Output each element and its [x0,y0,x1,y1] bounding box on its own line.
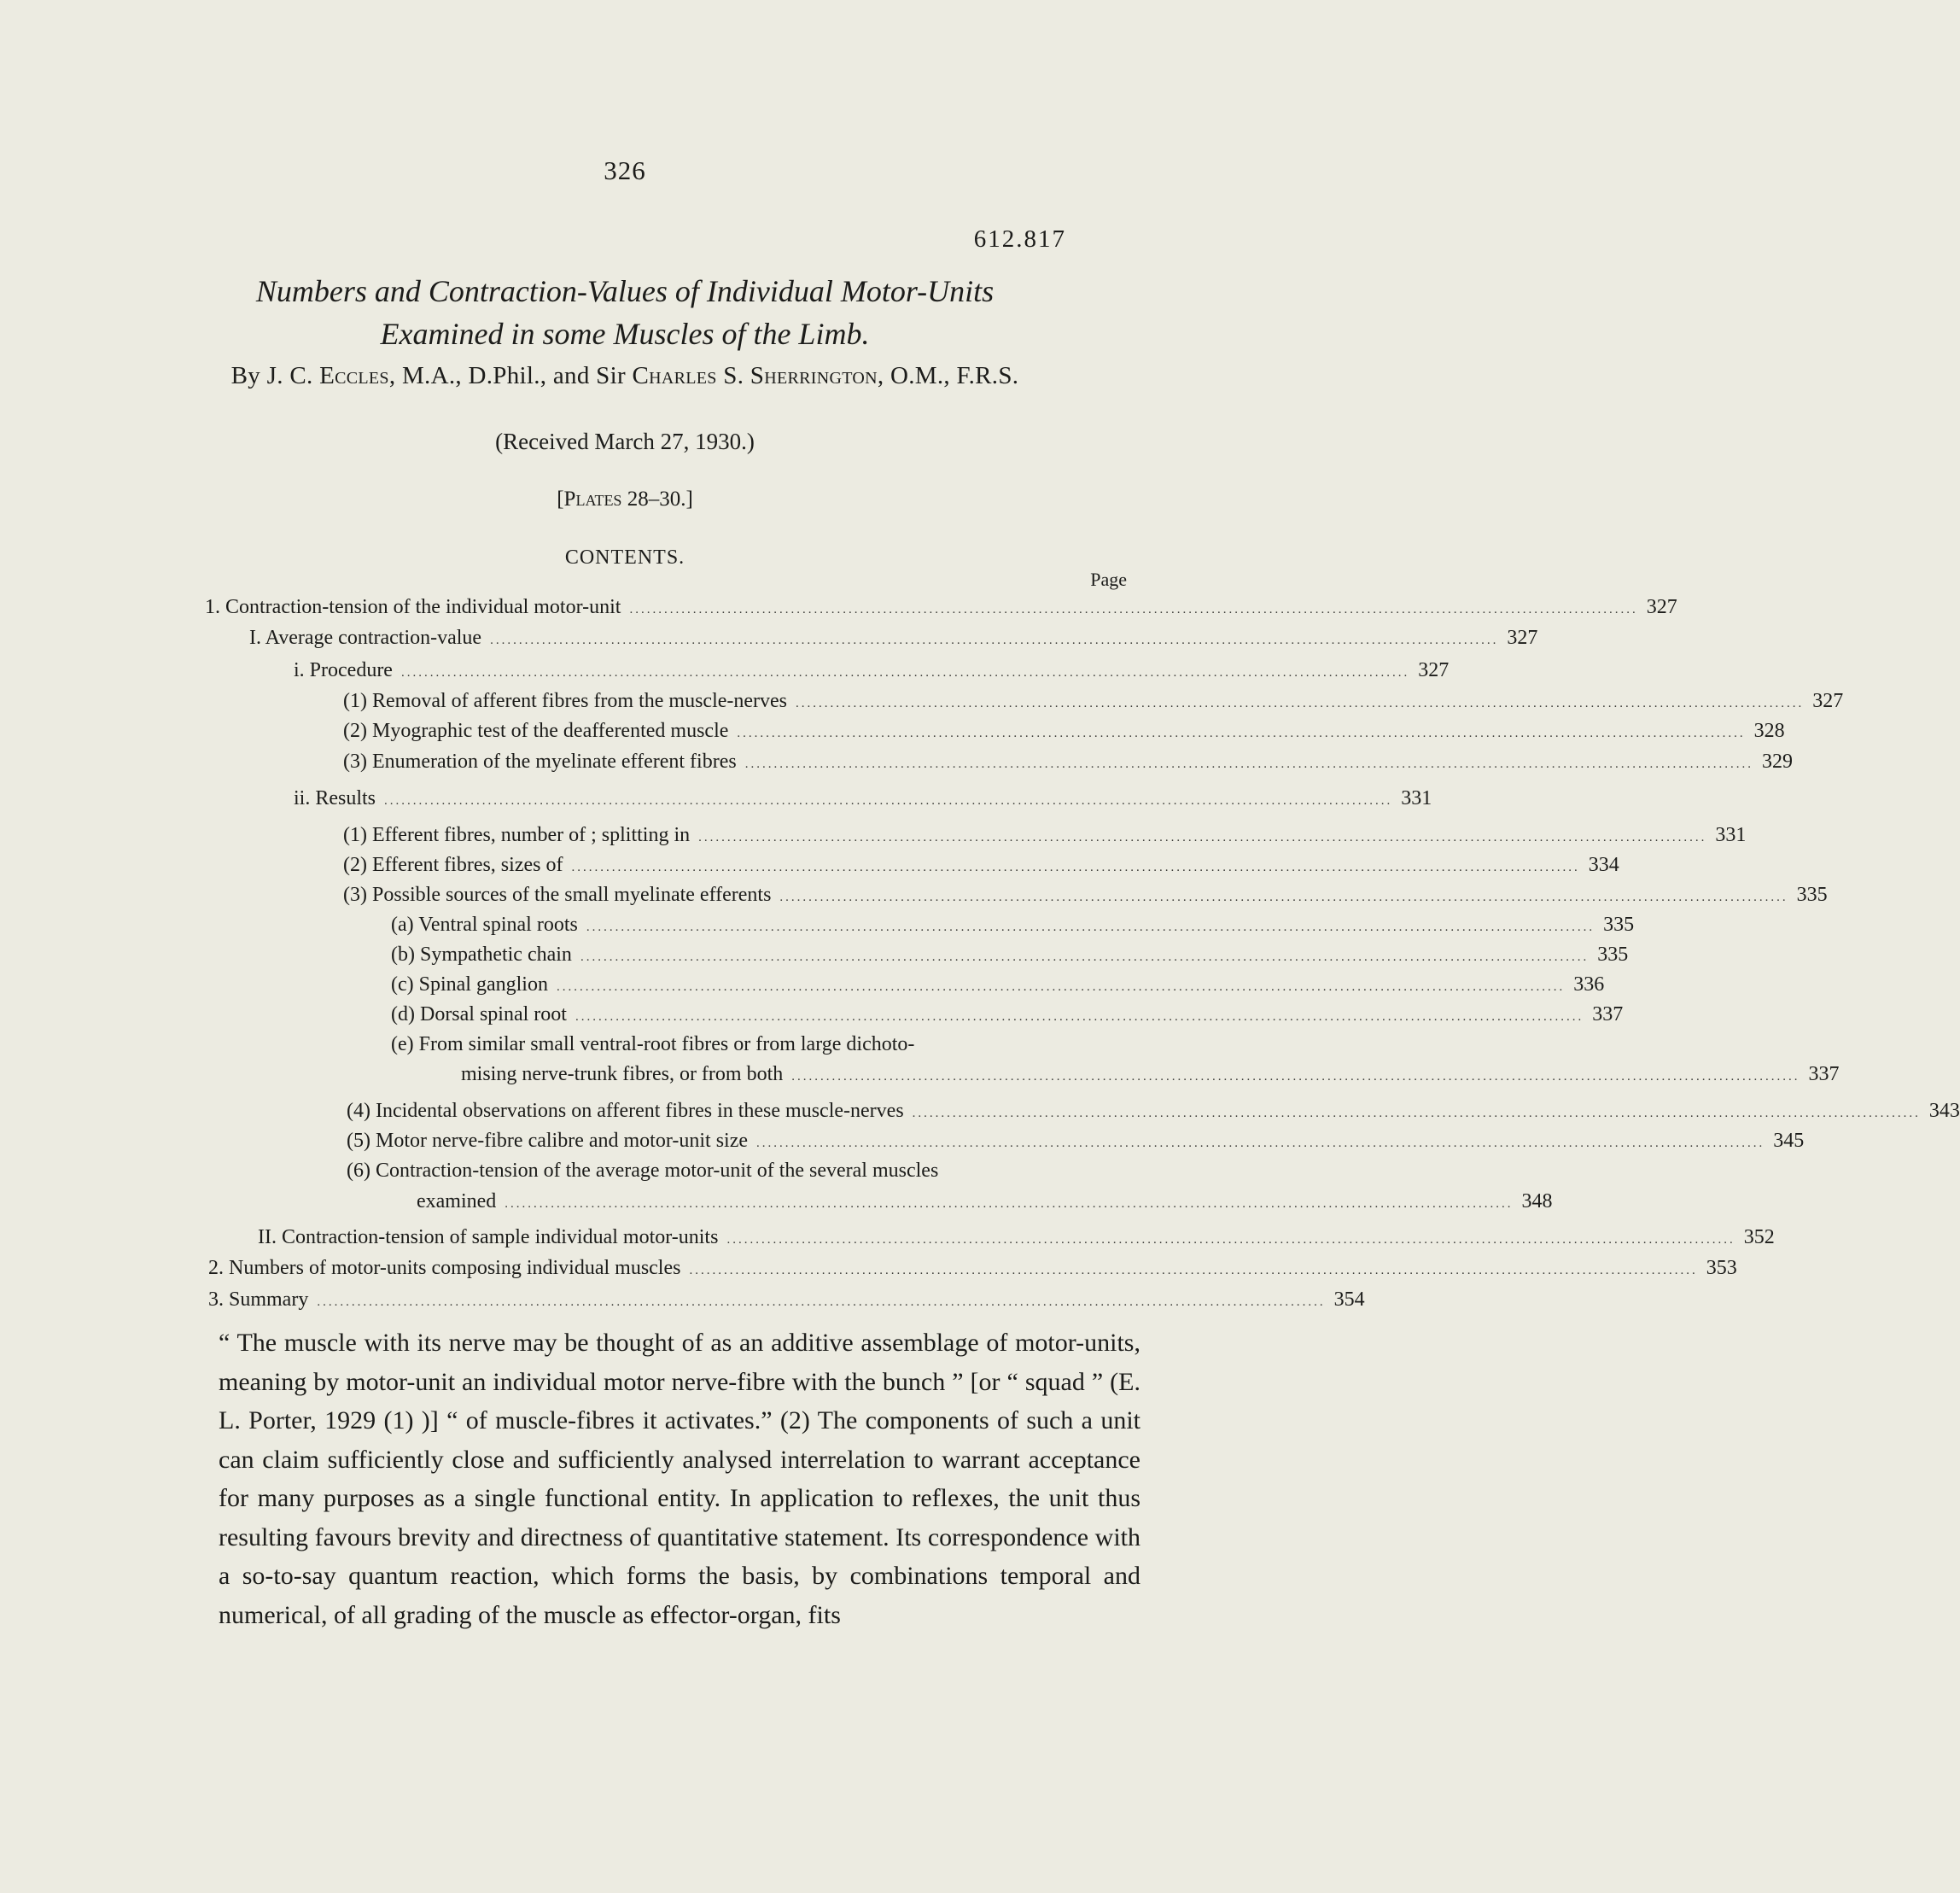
toc-entry-text: (2) Myographic test of the deafferented muscle [343,720,729,742]
toc-entry-page: 336 [1573,973,1605,996]
toc-entry-page: 327 [1812,690,1844,712]
toc-entry-page: 352 [1743,1226,1775,1248]
toc-entry-page: 335 [1597,944,1629,966]
toc-entry [343,718,1785,746]
authors-line [0,362,1250,390]
toc-entry-page: 327 [1418,659,1450,681]
toc-leader: ............................................................................................................................................................................... [756,1136,1765,1150]
toc-entry [249,625,1538,653]
toc-entry [343,852,1619,880]
toc-entry-page: 345 [1773,1130,1805,1152]
toc-entry [391,942,1629,970]
toc-entry-page: 331 [1715,824,1747,846]
toc-entry-page: 335 [1796,884,1828,906]
contents-heading: CONTENTS. [564,546,685,569]
toc-entry [343,822,1747,850]
toc-entry-page: 348 [1521,1190,1553,1212]
toc-entry-page: 354 [1333,1288,1365,1311]
toc-leader: ............................................................................................................................................................................... [796,697,1805,710]
toc-entry-line-1: (6) Contraction-tension of the average motor-unit of the several muscles [347,1160,939,1182]
toc-leader: ............................................................................................................................................................................... [737,727,1746,740]
toc-leader: ............................................................................................................................................................................... [779,891,1788,904]
toc-entry-page: 328 [1753,720,1785,742]
toc-entry-page: 337 [1808,1063,1840,1085]
toc-entry-text: (3) Possible sources of the small myelinate efferents [343,884,772,906]
toc-leader: ............................................................................................................................................................................... [575,1010,1584,1024]
toc-leader: ............................................................................................................................................................................... [580,950,1590,964]
toc-entry [417,1189,1553,1217]
toc-entry-page: 331 [1401,787,1432,809]
toc-entry [391,912,1635,940]
toc-entry-page: 353 [1706,1257,1737,1279]
toc-entry [391,1002,1624,1030]
toc-entry [208,1255,1737,1283]
toc-entry [347,1098,1960,1126]
toc-entry-line-1: (e) From similar small ventral-root fibres or from large dichoto- [391,1033,915,1055]
toc-entry-continuation: examined [417,1190,497,1212]
toc-entry [258,1224,1775,1253]
toc-entry-page: 335 [1603,914,1635,936]
toc-entry [208,1287,1365,1315]
toc-entry-page: 334 [1588,854,1619,876]
toc-leader: ............................................................................................................................................................................... [629,603,1638,616]
toc-entry-text: (1) Removal of afferent fibres from the muscle-nerves [343,690,788,712]
toc-entry-continuation: mising nerve-trunk fibres, or from both [461,1063,784,1085]
toc-leader: ............................................................................................................................................................................... [556,980,1566,994]
received-date: (Received March 27, 1930.) [495,429,755,454]
toc-entry-text: (b) Sympathetic chain [391,944,572,966]
toc-entry [343,882,1828,910]
toc-entry [461,1061,1840,1090]
toc-leader: ............................................................................................................................................................................... [505,1197,1514,1211]
toc-entry-text: (1) Efferent fibres, number of ; splitting in [343,824,691,846]
toc-entry-text: I. Average contraction-value [249,627,482,649]
toc-entry-page: 343 [1928,1100,1960,1122]
toc-entry-text: II. Contraction-tension of sample individual motor-units [258,1226,719,1248]
toc-entry [294,657,1450,686]
toc-leader: ............................................................................................................................................................................... [744,757,1753,771]
toc-leader: ............................................................................................................................................................................... [912,1107,1921,1120]
toc-entry [391,972,1605,1000]
toc-entry-text: (d) Dorsal spinal root [391,1003,567,1025]
toc-entry [347,1128,1805,1156]
toc-entry-text: (a) Ventral spinal roots [391,914,578,936]
body-paragraph: “ The muscle with its nerve may be thought of as an additive assemblage of motor-units, meaning by motor-unit an individual motor nerve-fibre with the bunch ” [or “ squad ” (E. L. Porter, 1929 (1) )] “ of muscle-fibres it activates.” (2) The components of such a unit can claim sufficiently close and sufficiently analysed interrelation to warrant acceptance for many purposes as a single functional entity. In application to reflexes, the unit thus resulting favours brevity and directness of quantitative statement. Its correspondence with a so-to-say quantum reaction, which forms the basis, by combinations temporal and numerical, of all grading of the muscle as effector-organ, fits [219,1329,1140,1629]
toc-leader: ............................................................................................................................................................................... [400,666,1410,680]
classification-number: 612.817 [973,225,1066,253]
author-2-name: Charles S. Sherrington [632,362,878,389]
author-2-degrees: , O.M., F.R.S. [877,362,1019,389]
toc-leader: ............................................................................................................................................................................... [689,1264,1698,1277]
toc-leader: ............................................................................................................................................................................... [726,1233,1735,1247]
toc-entry-text: 1. Contraction-tension of the individual motor-unit [205,596,621,618]
toc-leader: ............................................................................................................................................................................... [586,920,1595,934]
toc-entry-page: 327 [1646,596,1677,618]
toc-leader: ............................................................................................................................................................................... [571,861,1580,874]
toc-entry-text: (2) Efferent fibres, sizes of [343,854,563,876]
toc-entry [343,688,1844,716]
title-line-1: Numbers and Contraction-Values of Individual Motor-Units [255,274,995,308]
author-1-degrees: , M.A., D.Phil., and Sir [388,362,633,389]
authors-prefix: By J. C. [230,362,320,389]
toc-entry [205,594,1677,622]
toc-leader: ............................................................................................................................................................................... [490,634,1499,647]
toc-entry-page: 327 [1507,627,1538,649]
article-title [0,270,1250,355]
toc-leader: ............................................................................................................................................................................... [791,1070,1800,1084]
toc-entry [294,786,1432,814]
toc-entry-page: 337 [1592,1003,1624,1025]
title-line-2: Examined in some Muscles of the Limb. [380,317,870,351]
plates-reference: [Plates 28–30.] [557,488,693,511]
toc-entry [343,749,1793,777]
toc-entry-page: 329 [1761,751,1793,773]
toc-entry-text: (3) Enumeration of the myelinate efferent fibres [343,751,737,773]
toc-entry-text: ii. Results [294,787,376,809]
toc-entry-text: 2. Numbers of motor-units composing individual muscles [208,1257,681,1279]
author-1-name: Eccles [319,362,389,389]
toc-leader: ............................................................................................................................................................................... [317,1295,1326,1309]
page-number: 326 [604,155,646,185]
toc-entry-text: i. Procedure [294,659,393,681]
toc-leader: ............................................................................................................................................................................... [698,831,1707,844]
toc-entry-text: (5) Motor nerve-fibre calibre and motor-unit size [347,1130,749,1152]
toc-entry-text: (4) Incidental observations on afferent fibres in these muscle-nerves [347,1100,904,1122]
toc-entry-text: (c) Spinal ganglion [391,973,548,996]
page-column-heading: Page [1090,569,1127,590]
toc-entry-text: 3. Summary [208,1288,309,1311]
toc-leader: ............................................................................................................................................................................... [384,794,1393,808]
